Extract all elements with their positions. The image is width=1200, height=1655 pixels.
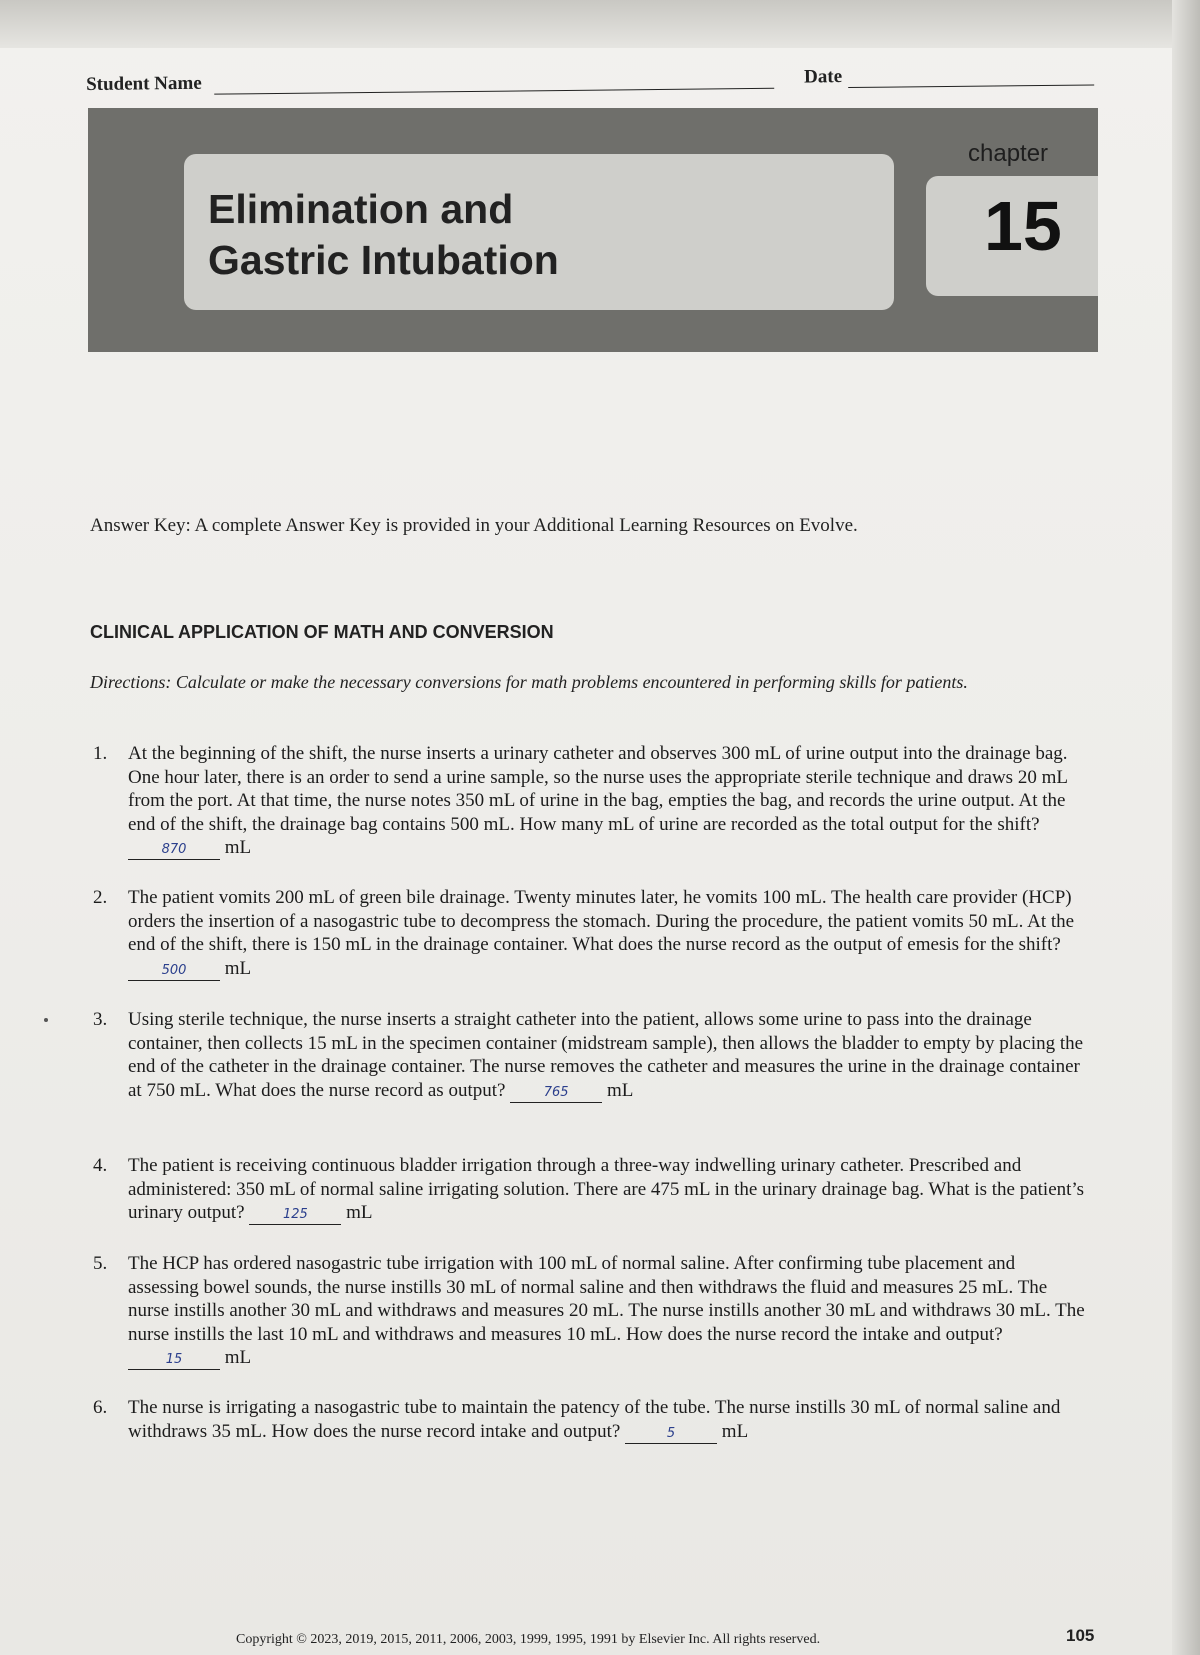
question-text: The nurse is irrigating a nasogastric tube to maintain the patency of the tube. The nurse instills 30 mL of normal saline and withdraws 35 mL. How does the nurse record intake and output? xyxy=(128,1397,1061,1442)
question-1 xyxy=(90,742,1090,860)
answer-unit: mL xyxy=(606,1079,634,1101)
answer-blank[interactable] xyxy=(128,839,220,860)
question-body xyxy=(128,1252,1090,1370)
question-3 xyxy=(90,1008,1090,1103)
directions-text: Directions: Calculate or make the necessary conversions for math problems encountered in performing skills for patients. xyxy=(90,672,968,692)
question-body xyxy=(128,1008,1090,1103)
answer-blank[interactable] xyxy=(249,1204,341,1225)
answer-blank[interactable] xyxy=(510,1082,602,1103)
question-body xyxy=(128,1396,1090,1444)
question-4 xyxy=(90,1154,1090,1225)
answer-blank[interactable] xyxy=(128,1349,220,1370)
question-number: 2. xyxy=(93,887,108,908)
answer-key-note: Answer Key: A complete Answer Key is provided in your Additional Learning Resources on Evolve. xyxy=(90,515,858,536)
question-text: The HCP has ordered nasogastric tube irrigation with 100 mL of normal saline. After confirming tube placement and assessing bowel sounds, the nurse instills 30 mL of normal saline and then withdraws the fluid and measures 25 mL. The nurse instills another 30 mL and withdraws and measures 20 mL. The nurse instills another 30 mL and withdraws 30 mL. The nurse instills the last 10 mL and withdraws and measures 10 mL. How does the nurse record the intake and output? xyxy=(128,1253,1085,1345)
question-6 xyxy=(90,1396,1090,1444)
stray-mark xyxy=(44,1018,48,1022)
handwritten-answer: 765 xyxy=(543,1084,569,1100)
student-name-label: Student Name xyxy=(86,72,202,95)
copyright-footer: Copyright © 2023, 2019, 2015, 2011, 2006, 2003, 1999, 1995, 1991 by Elsevier Inc. All rights reserved. xyxy=(236,1632,821,1647)
question-text: The patient vomits 200 mL of green bile drainage. Twenty minutes later, he vomits 100 mL. The health care provider (HCP) orders the insertion of a nasogastric tube to decompress the stomach. During the procedure, the patient vomits 50 mL. At the end of the shift, there is 150 mL in the drainage container. What does the nurse record as the output of emesis for the shift? xyxy=(128,887,1075,955)
answer-unit: mL xyxy=(346,1202,373,1223)
question-body xyxy=(128,742,1090,860)
chapter-title-line-1: Elimination and xyxy=(208,186,514,232)
handwritten-answer: 125 xyxy=(282,1207,308,1222)
answer-blank[interactable] xyxy=(625,1423,717,1444)
section-title: CLINICAL APPLICATION OF MATH AND CONVERSION xyxy=(90,622,554,642)
chapter-banner xyxy=(88,108,1098,352)
question-2 xyxy=(90,886,1090,981)
answer-blank[interactable] xyxy=(128,960,220,981)
chapter-title-line-2: Gastric Intubation xyxy=(208,237,559,283)
chapter-label: chapter xyxy=(968,140,1049,167)
chapter-title xyxy=(208,184,559,286)
chapter-number-box xyxy=(926,176,1098,296)
answer-unit: mL xyxy=(224,837,252,858)
chapter-number: 15 xyxy=(984,187,1062,265)
question-text: Using sterile technique, the nurse inserts a straight catheter into the patient, allows some urine to pass into the drainage container, then collects 15 mL in the specimen container (midstream sample), then allows the bladder to empty by placing the end of the catheter in the drainage container. The nurse removes the catheter and measures the urine in the drainage container at 750 mL. What does the nurse record as output? xyxy=(128,1009,1084,1101)
question-number: 6. xyxy=(93,1397,108,1418)
question-number: 5. xyxy=(93,1253,108,1274)
handwritten-answer: 500 xyxy=(161,962,187,978)
question-number: 1. xyxy=(93,743,108,764)
date-blank[interactable] xyxy=(848,84,1094,88)
question-text: At the beginning of the shift, the nurse inserts a urinary catheter and observes 300 mL of urine output into the drainage bag. One hour later, there is an order to send a urine sample, so the nurse uses the appropriate sterile technique and draws 20 mL from the port. At that time, the nurse notes 350 mL of urine in the bag, empties the bag, and records the urine output. At the end of the shift, the drainage bag contains 500 mL. How many mL of urine are recorded as the total output for the shift? xyxy=(128,743,1068,835)
question-5 xyxy=(90,1252,1090,1370)
page-right-shadow xyxy=(1172,0,1200,1655)
question-number: 4. xyxy=(93,1155,108,1176)
date-label: Date xyxy=(803,66,843,88)
question-body xyxy=(128,1154,1090,1225)
page-number: 105 xyxy=(1066,1626,1095,1645)
handwritten-answer: 870 xyxy=(161,842,187,857)
student-info-line xyxy=(86,61,1096,102)
question-text: The patient is receiving continuous bladder irrigation through a three-way indwelling urinary catheter. Prescribed and administered: 350 mL of normal saline irrigating solution. There are 475 mL in the urinary drainage bag. What is the patient’s urinary output? xyxy=(128,1155,1085,1223)
answer-unit: mL xyxy=(224,957,252,979)
question-body xyxy=(128,886,1090,981)
page-top-shadow xyxy=(0,0,1200,48)
student-name-blank[interactable] xyxy=(214,88,774,95)
handwritten-answer: 5 xyxy=(666,1425,676,1441)
answer-unit: mL xyxy=(721,1420,749,1442)
question-number: 3. xyxy=(93,1009,108,1030)
handwritten-answer: 15 xyxy=(165,1352,183,1367)
answer-unit: mL xyxy=(224,1347,252,1368)
chapter-title-box xyxy=(184,154,894,310)
